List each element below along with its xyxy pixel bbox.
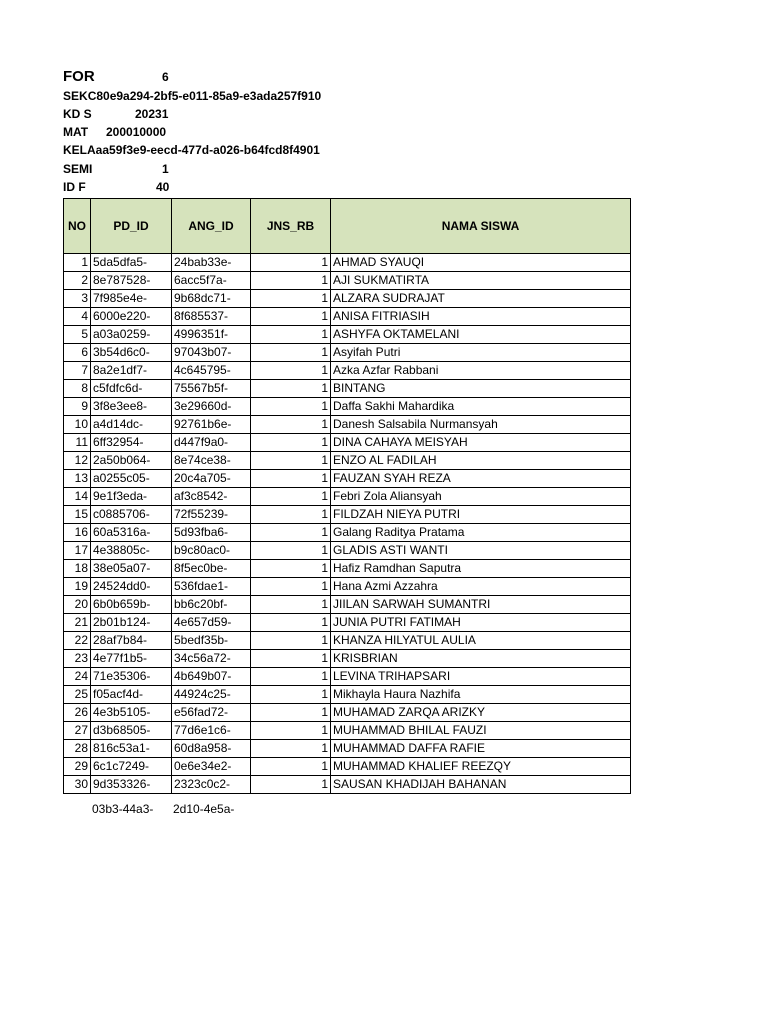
- cell-nama-siswa: JIILAN SARWAH SUMANTRI: [331, 596, 631, 614]
- cell-ang-id: 24bab33e-: [172, 254, 251, 272]
- cell-nama-siswa: Hafiz Ramdhan Saputra: [331, 560, 631, 578]
- cell-nama-siswa: JUNIA PUTRI FATIMAH: [331, 614, 631, 632]
- cell-no: 18: [64, 560, 91, 578]
- cell-nama-siswa: FAUZAN SYAH REZA: [331, 470, 631, 488]
- cell-jns-rb: 1: [251, 524, 331, 542]
- cell-nama-siswa: MUHAMMAD KHALIEF REEZQY: [331, 758, 631, 776]
- col-header-no: NO: [64, 199, 91, 254]
- cell-ang-id: 2323c0c2-: [172, 776, 251, 794]
- cell-nama-siswa: BINTANG: [331, 380, 631, 398]
- cell-nama-siswa: LEVINA TRIHAPSARI: [331, 668, 631, 686]
- cell-nama-siswa: ALZARA SUDRAJAT: [331, 290, 631, 308]
- cell-ang-id: 44924c25-: [172, 686, 251, 704]
- cell-jns-rb: 1: [251, 290, 331, 308]
- cell-nama-siswa: ENZO AL FADILAH: [331, 452, 631, 470]
- col-header-ang-id: ANG_ID: [172, 199, 251, 254]
- cell-ang-id: b9c80ac0-: [172, 542, 251, 560]
- table-row: [64, 560, 631, 578]
- student-table: [63, 198, 631, 794]
- cell-ang-id: 8f685537-: [172, 308, 251, 326]
- cell-ang-id: 97043b07-: [172, 344, 251, 362]
- cell-no: 25: [64, 686, 91, 704]
- cell-pd-id: c0885706-: [91, 506, 172, 524]
- sekolah-row: [63, 87, 321, 105]
- cell-pd-id: a4d14dc-: [91, 416, 172, 434]
- form-label-text: FOR: [63, 68, 95, 85]
- cell-ang-id: bb6c20bf-: [172, 596, 251, 614]
- cell-no: 6: [64, 344, 91, 362]
- cell-jns-rb: 1: [251, 506, 331, 524]
- cell-no: 27: [64, 722, 91, 740]
- cell-ang-id: e56fad72-: [172, 704, 251, 722]
- cell-no: 3: [64, 290, 91, 308]
- cell-no: 16: [64, 524, 91, 542]
- cell-pd-id: 24524dd0-: [91, 578, 172, 596]
- cell-pd-id: 816c53a1-: [91, 740, 172, 758]
- table-row: [64, 398, 631, 416]
- cell-no: 21: [64, 614, 91, 632]
- cell-ang-id: 60d8a958-: [172, 740, 251, 758]
- table-row: [64, 506, 631, 524]
- cell-jns-rb: 1: [251, 434, 331, 452]
- table-row: [64, 380, 631, 398]
- cell-pd-id: 7f985e4e-: [91, 290, 172, 308]
- cell-pd-id: 9d353326-: [91, 776, 172, 794]
- table-row: [64, 416, 631, 434]
- overflow-pd-id: 03b3-44a3-: [92, 802, 154, 816]
- cell-no: 8: [64, 380, 91, 398]
- cell-no: 28: [64, 740, 91, 758]
- cell-pd-id: 2a50b064-: [91, 452, 172, 470]
- cell-nama-siswa: KHANZA HILYATUL AULIA: [331, 632, 631, 650]
- cell-nama-siswa: GLADIS ASTI WANTI: [331, 542, 631, 560]
- cell-nama-siswa: AHMAD SYAUQI: [331, 254, 631, 272]
- cell-ang-id: 5d93fba6-: [172, 524, 251, 542]
- table-row: [64, 308, 631, 326]
- kd-label: KD S: [63, 107, 92, 121]
- cell-jns-rb: 1: [251, 632, 331, 650]
- cell-no: 13: [64, 470, 91, 488]
- table-row: [64, 722, 631, 740]
- cell-no: 17: [64, 542, 91, 560]
- cell-pd-id: 6000e220-: [91, 308, 172, 326]
- cell-jns-rb: 1: [251, 614, 331, 632]
- table-row: [64, 254, 631, 272]
- table-row: [64, 704, 631, 722]
- cell-jns-rb: 1: [251, 704, 331, 722]
- cell-nama-siswa: KRISBRIAN: [331, 650, 631, 668]
- cell-jns-rb: 1: [251, 416, 331, 434]
- cell-ang-id: 536fdae1-: [172, 578, 251, 596]
- cell-jns-rb: 1: [251, 398, 331, 416]
- cell-jns-rb: 1: [251, 722, 331, 740]
- cell-nama-siswa: ANISA FITRIASIH: [331, 308, 631, 326]
- table-row: [64, 758, 631, 776]
- cell-no: 23: [64, 650, 91, 668]
- cell-jns-rb: 1: [251, 254, 331, 272]
- table-row: [64, 668, 631, 686]
- cell-pd-id: 6ff32954-: [91, 434, 172, 452]
- table-row: [64, 434, 631, 452]
- cell-nama-siswa: AJI SUKMATIRTA: [331, 272, 631, 290]
- cell-pd-id: d3b68505-: [91, 722, 172, 740]
- cell-no: 4: [64, 308, 91, 326]
- cell-jns-rb: 1: [251, 578, 331, 596]
- cell-jns-rb: 1: [251, 470, 331, 488]
- cell-no: 12: [64, 452, 91, 470]
- id-value: 40: [156, 180, 170, 194]
- table-row: [64, 578, 631, 596]
- cell-jns-rb: 1: [251, 452, 331, 470]
- cell-ang-id: 8e74ce38-: [172, 452, 251, 470]
- cell-ang-id: 77d6e1c6-: [172, 722, 251, 740]
- cell-nama-siswa: Danesh Salsabila Nurmansyah: [331, 416, 631, 434]
- table-row: [64, 362, 631, 380]
- cell-jns-rb: 1: [251, 362, 331, 380]
- cell-pd-id: 38e05a07-: [91, 560, 172, 578]
- cell-no: 9: [64, 398, 91, 416]
- cell-nama-siswa: Daffa Sakhi Mahardika: [331, 398, 631, 416]
- cell-pd-id: 6b0b659b-: [91, 596, 172, 614]
- cell-jns-rb: 1: [251, 776, 331, 794]
- cell-no: 2: [64, 272, 91, 290]
- cell-no: 11: [64, 434, 91, 452]
- cell-pd-id: 5da5dfa5-: [91, 254, 172, 272]
- cell-jns-rb: 1: [251, 326, 331, 344]
- table-row: [64, 614, 631, 632]
- table-row: [64, 524, 631, 542]
- kelas-row: [63, 141, 320, 159]
- table-row: [64, 686, 631, 704]
- cell-nama-siswa: Asyifah Putri: [331, 344, 631, 362]
- table-row: [64, 326, 631, 344]
- cell-ang-id: 4b649b07-: [172, 668, 251, 686]
- cell-no: 26: [64, 704, 91, 722]
- kelas-value: aa59f3e9-eecd-477d-a026-b64fcd8f4901: [95, 143, 320, 157]
- cell-no: 15: [64, 506, 91, 524]
- cell-nama-siswa: Galang Raditya Pratama: [331, 524, 631, 542]
- kelas-label: KELA: [63, 143, 96, 157]
- cell-jns-rb: 1: [251, 380, 331, 398]
- cell-ang-id: 4e657d59-: [172, 614, 251, 632]
- cell-no: 24: [64, 668, 91, 686]
- cell-jns-rb: 1: [251, 272, 331, 290]
- table-header-row: [64, 199, 631, 254]
- table-row: [64, 650, 631, 668]
- cell-ang-id: 4996351f-: [172, 326, 251, 344]
- cell-ang-id: 3e29660d-: [172, 398, 251, 416]
- cell-jns-rb: 1: [251, 542, 331, 560]
- table-row: [64, 344, 631, 362]
- table-row: [64, 632, 631, 650]
- cell-nama-siswa: ASHYFA OKTAMELANI: [331, 326, 631, 344]
- col-header-pd-id: PD_ID: [91, 199, 172, 254]
- table-row: [64, 272, 631, 290]
- cell-nama-siswa: FILDZAH NIEYA PUTRI: [331, 506, 631, 524]
- cell-ang-id: 75567b5f-: [172, 380, 251, 398]
- cell-pd-id: 8a2e1df7-: [91, 362, 172, 380]
- cell-no: 20: [64, 596, 91, 614]
- cell-jns-rb: 1: [251, 308, 331, 326]
- cell-pd-id: 8e787528-: [91, 272, 172, 290]
- semester-label: SEMI: [63, 162, 93, 176]
- cell-pd-id: f05acf4d-: [91, 686, 172, 704]
- cell-pd-id: 3f8e3ee8-: [91, 398, 172, 416]
- cell-pd-id: 4e77f1b5-: [91, 650, 172, 668]
- semester-value: 1: [162, 162, 169, 176]
- cell-nama-siswa: Hana Azmi Azzahra: [331, 578, 631, 596]
- col-header-jns-rb: JNS_RB: [251, 199, 331, 254]
- sekolah-value: C80e9a294-2bf5-e011-85a9-e3ada257f910: [87, 89, 322, 103]
- cell-ang-id: d447f9a0-: [172, 434, 251, 452]
- cell-pd-id: 2b01b124-: [91, 614, 172, 632]
- cell-jns-rb: 1: [251, 488, 331, 506]
- cell-jns-rb: 1: [251, 596, 331, 614]
- cell-no: 29: [64, 758, 91, 776]
- mat-label: MAT: [63, 125, 89, 139]
- cell-pd-id: a0255c05-: [91, 470, 172, 488]
- table-row: [64, 776, 631, 794]
- cell-no: 30: [64, 776, 91, 794]
- table-row: [64, 740, 631, 758]
- cell-pd-id: 4e3b5105-: [91, 704, 172, 722]
- cell-no: 10: [64, 416, 91, 434]
- cell-ang-id: 9b68dc71-: [172, 290, 251, 308]
- cell-pd-id: 3b54d6c0-: [91, 344, 172, 362]
- cell-nama-siswa: MUHAMMAD BHILAL FAUZI: [331, 722, 631, 740]
- cell-jns-rb: 1: [251, 758, 331, 776]
- cell-jns-rb: 1: [251, 740, 331, 758]
- form-value: 6: [162, 70, 169, 84]
- cell-ang-id: 5bedf35b-: [172, 632, 251, 650]
- table-row: [64, 452, 631, 470]
- cell-pd-id: 71e35306-: [91, 668, 172, 686]
- col-header-nama-siswa: NAMA SISWA: [331, 199, 631, 254]
- sekolah-label: SEK: [63, 89, 88, 103]
- cell-no: 5: [64, 326, 91, 344]
- cell-pd-id: 4e38805c-: [91, 542, 172, 560]
- table-row: [64, 470, 631, 488]
- cell-pd-id: 9e1f3eda-: [91, 488, 172, 506]
- cell-no: 22: [64, 632, 91, 650]
- cell-nama-siswa: MUHAMAD ZARQA ARIZKY: [331, 704, 631, 722]
- cell-jns-rb: 1: [251, 668, 331, 686]
- cell-ang-id: 20c4a705-: [172, 470, 251, 488]
- cell-ang-id: 72f55239-: [172, 506, 251, 524]
- cell-ang-id: 4c645795-: [172, 362, 251, 380]
- cell-nama-siswa: Mikhayla Haura Nazhifa: [331, 686, 631, 704]
- cell-ang-id: 34c56a72-: [172, 650, 251, 668]
- cell-jns-rb: 1: [251, 560, 331, 578]
- cell-ang-id: 6acc5f7a-: [172, 272, 251, 290]
- table-row: [64, 488, 631, 506]
- kd-value: 20231: [135, 107, 169, 121]
- cell-nama-siswa: SAUSAN KHADIJAH BAHANAN: [331, 776, 631, 794]
- table-row: [64, 290, 631, 308]
- mat-value: 200010000: [106, 125, 167, 139]
- cell-pd-id: 60a5316a-: [91, 524, 172, 542]
- cell-nama-siswa: Febri Zola Aliansyah: [331, 488, 631, 506]
- table-row: [64, 542, 631, 560]
- id-label: ID F: [63, 180, 86, 194]
- cell-no: 14: [64, 488, 91, 506]
- cell-jns-rb: 1: [251, 650, 331, 668]
- overflow-ang-id: 2d10-4e5a-: [173, 802, 235, 816]
- cell-nama-siswa: DINA CAHAYA MEISYAH: [331, 434, 631, 452]
- cell-no: 19: [64, 578, 91, 596]
- cell-ang-id: 92761b6e-: [172, 416, 251, 434]
- cell-ang-id: 8f5ec0be-: [172, 560, 251, 578]
- cell-no: 7: [64, 362, 91, 380]
- cell-nama-siswa: Azka Azfar Rabbani: [331, 362, 631, 380]
- cell-ang-id: 0e6e34e2-: [172, 758, 251, 776]
- cell-nama-siswa: MUHAMMAD DAFFA RAFIE: [331, 740, 631, 758]
- cell-pd-id: c5fdfc6d-: [91, 380, 172, 398]
- cell-jns-rb: 1: [251, 344, 331, 362]
- cell-pd-id: 6c1c7249-: [91, 758, 172, 776]
- table-row: [64, 596, 631, 614]
- cell-jns-rb: 1: [251, 686, 331, 704]
- cell-pd-id: a03a0259-: [91, 326, 172, 344]
- cell-pd-id: 28af7b84-: [91, 632, 172, 650]
- cell-ang-id: af3c8542-: [172, 488, 251, 506]
- cell-no: 1: [64, 254, 91, 272]
